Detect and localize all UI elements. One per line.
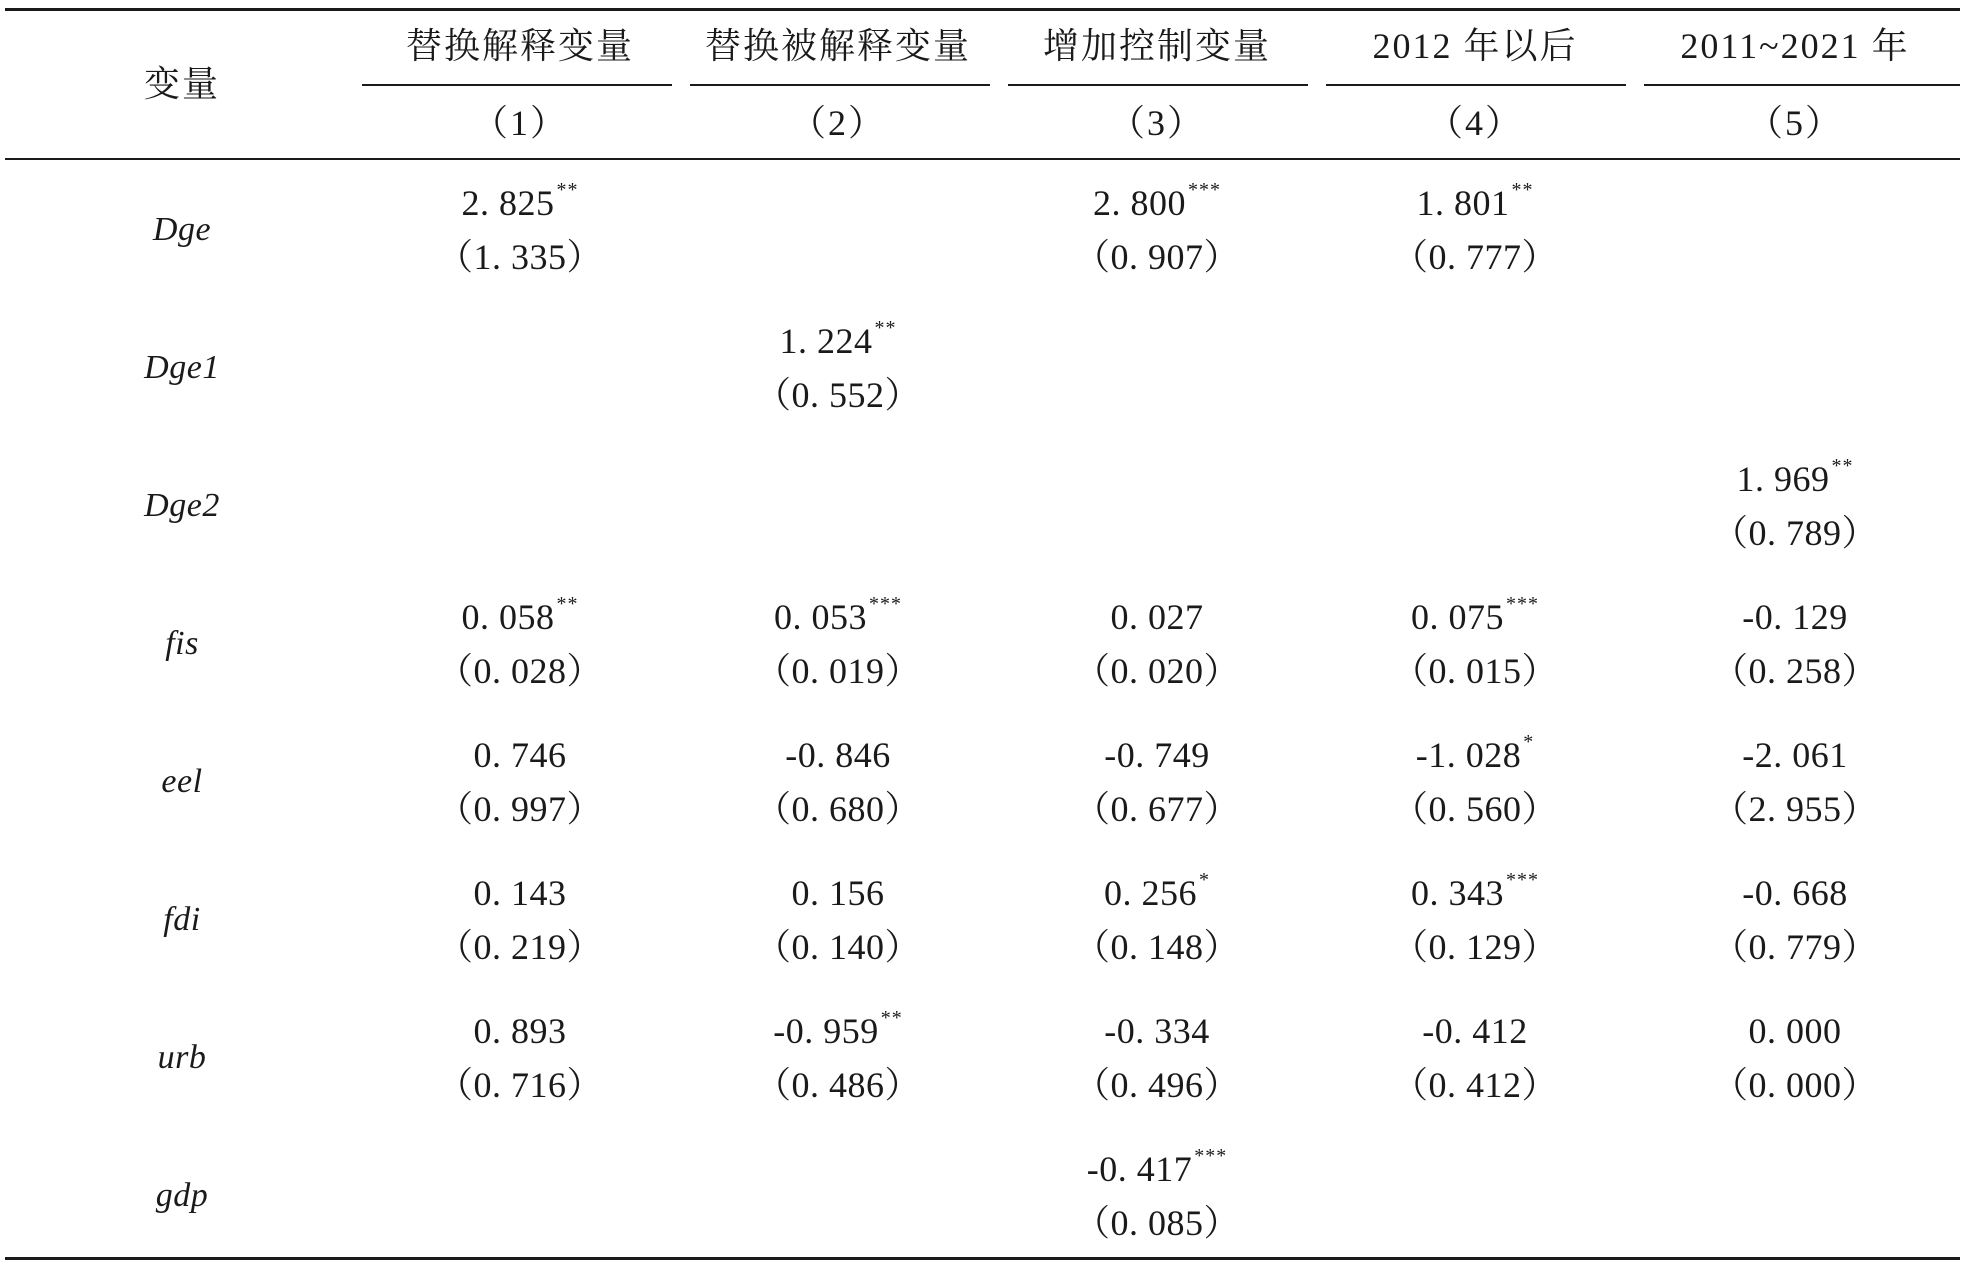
coefficient-value: 0. 053 — [774, 597, 867, 637]
coefficient-value: 0. 893 — [473, 1011, 567, 1051]
significance-stars: *** — [869, 593, 902, 615]
col3-underline — [1008, 84, 1308, 86]
coefficient — [1086, 1145, 1228, 1189]
standard-error: （0. 000） — [1711, 1065, 1879, 1105]
significance-stars: *** — [1188, 179, 1221, 201]
coefficient — [1736, 455, 1854, 499]
coefficient-value: 1. 969 — [1736, 459, 1830, 499]
coefficient-value: 0. 027 — [1110, 597, 1204, 637]
col1-underline — [362, 84, 672, 86]
coefficient — [474, 737, 567, 773]
coefficient — [1411, 593, 1539, 637]
significance-stars: *** — [1506, 869, 1539, 891]
coefficient — [461, 593, 579, 637]
coefficient-value: -1. 028 — [1415, 735, 1522, 775]
standard-error: （0. 716） — [436, 1065, 604, 1105]
coefficient — [1749, 1013, 1842, 1049]
coefficient — [1742, 875, 1848, 911]
coefficient-value: -0. 334 — [1104, 1011, 1210, 1051]
coefficient — [779, 317, 897, 361]
header-rule — [5, 158, 1960, 160]
significance-stars: * — [1523, 731, 1535, 753]
significance-stars: ** — [874, 317, 897, 339]
coefficient-value: 0. 256 — [1104, 873, 1197, 913]
col5-underline — [1644, 84, 1960, 86]
col1-number: （1） — [471, 103, 569, 143]
standard-error: （0. 140） — [754, 927, 922, 967]
coefficient — [1415, 731, 1535, 775]
coefficient-value: 1. 801 — [1416, 183, 1510, 223]
standard-error: （0. 677） — [1073, 789, 1241, 829]
col1-title: 替换解释变量 — [405, 26, 635, 66]
standard-error: （0. 907） — [1073, 237, 1241, 277]
standard-error: （0. 496） — [1073, 1065, 1241, 1105]
coefficient — [773, 1007, 903, 1051]
coefficient-value: 0. 058 — [461, 597, 555, 637]
coefficient-value: 2. 825 — [461, 183, 555, 223]
standard-error: （0. 219） — [436, 927, 604, 967]
col4-title: 2012 年以后 — [1372, 26, 1578, 66]
row-var-name: fis — [165, 625, 199, 662]
row-var-name: eel — [161, 763, 203, 800]
coefficient — [1104, 737, 1210, 773]
standard-error: （0. 412） — [1391, 1065, 1559, 1105]
standard-error: （0. 148） — [1073, 927, 1241, 967]
col2-title: 替换被解释变量 — [704, 26, 972, 66]
coefficient — [1093, 179, 1221, 223]
col2-number: （2） — [789, 103, 887, 143]
standard-error: （0. 258） — [1711, 651, 1879, 691]
coefficient-value: -0. 846 — [785, 735, 891, 775]
row-var-name: fdi — [163, 901, 201, 938]
standard-error: （0. 789） — [1711, 513, 1879, 553]
coefficient-value: 0. 143 — [473, 873, 567, 913]
significance-stars: ** — [556, 179, 579, 201]
coefficient-value: 0. 000 — [1748, 1011, 1842, 1051]
standard-error: （0. 779） — [1711, 927, 1879, 967]
coefficient-value: -0. 668 — [1742, 873, 1848, 913]
standard-error: （1. 335） — [436, 237, 604, 277]
col5-title: 2011~2021 年 — [1680, 26, 1910, 66]
coefficient — [461, 179, 579, 223]
standard-error: （0. 680） — [754, 789, 922, 829]
col3-number: （3） — [1108, 103, 1206, 143]
coefficient-value: 0. 746 — [473, 735, 567, 775]
col4-number: （4） — [1426, 103, 1524, 143]
row-var-name: Dge1 — [144, 349, 220, 386]
coefficient-value: 1. 224 — [779, 321, 873, 361]
bottom-rule — [5, 1257, 1960, 1260]
standard-error: （0. 028） — [436, 651, 604, 691]
coefficient-value: 2. 800 — [1093, 183, 1186, 223]
coefficient-value: -0. 959 — [773, 1011, 879, 1051]
standard-error: （2. 955） — [1711, 789, 1879, 829]
col3-title: 增加控制变量 — [1042, 26, 1272, 66]
coefficient — [792, 875, 885, 911]
significance-stars: * — [1199, 869, 1210, 891]
coefficient-value: 0. 343 — [1411, 873, 1504, 913]
significance-stars: ** — [556, 593, 579, 615]
row-var-name: Dge — [152, 211, 212, 248]
standard-error: （0. 015） — [1391, 651, 1559, 691]
col5-number: （5） — [1746, 103, 1844, 143]
coefficient — [1416, 179, 1534, 223]
coefficient — [1411, 869, 1539, 913]
standard-error: （0. 560） — [1391, 789, 1559, 829]
coefficient — [1742, 737, 1848, 773]
coefficient — [1104, 869, 1210, 913]
significance-stars: *** — [1194, 1145, 1228, 1167]
coefficient — [1111, 599, 1204, 635]
coefficient — [785, 737, 891, 773]
significance-stars: ** — [880, 1007, 903, 1029]
standard-error: （0. 777） — [1391, 237, 1559, 277]
coefficient — [774, 593, 902, 637]
coefficient — [1104, 1013, 1210, 1049]
coefficient — [474, 1013, 567, 1049]
col4-underline — [1326, 84, 1626, 86]
coefficient-value: -2. 061 — [1742, 735, 1848, 775]
var-header: 变量 — [143, 64, 221, 104]
standard-error: （0. 552） — [754, 375, 922, 415]
standard-error: （0. 019） — [754, 651, 922, 691]
coefficient — [1422, 1013, 1528, 1049]
row-var-name: gdp — [155, 1177, 209, 1214]
coefficient — [1742, 599, 1848, 635]
standard-error: （0. 129） — [1391, 927, 1559, 967]
significance-stars: ** — [1831, 455, 1854, 477]
standard-error: （0. 486） — [754, 1065, 922, 1105]
coefficient-value: -0. 412 — [1422, 1011, 1528, 1051]
significance-stars: *** — [1506, 593, 1539, 615]
coefficient-value: -0. 417 — [1086, 1149, 1193, 1189]
standard-error: （0. 085） — [1073, 1203, 1241, 1243]
coefficient-value: 0. 075 — [1411, 597, 1504, 637]
top-rule — [5, 8, 1960, 11]
coefficient-value: -0. 749 — [1104, 735, 1210, 775]
coefficient-value: 0. 156 — [791, 873, 885, 913]
significance-stars: ** — [1511, 179, 1534, 201]
col2-underline — [690, 84, 990, 86]
row-var-name: Dge2 — [144, 487, 220, 524]
standard-error: （0. 997） — [436, 789, 604, 829]
standard-error: （0. 020） — [1073, 651, 1241, 691]
coefficient-value: -0. 129 — [1742, 597, 1848, 637]
row-var-name: urb — [157, 1039, 207, 1076]
coefficient — [474, 875, 567, 911]
